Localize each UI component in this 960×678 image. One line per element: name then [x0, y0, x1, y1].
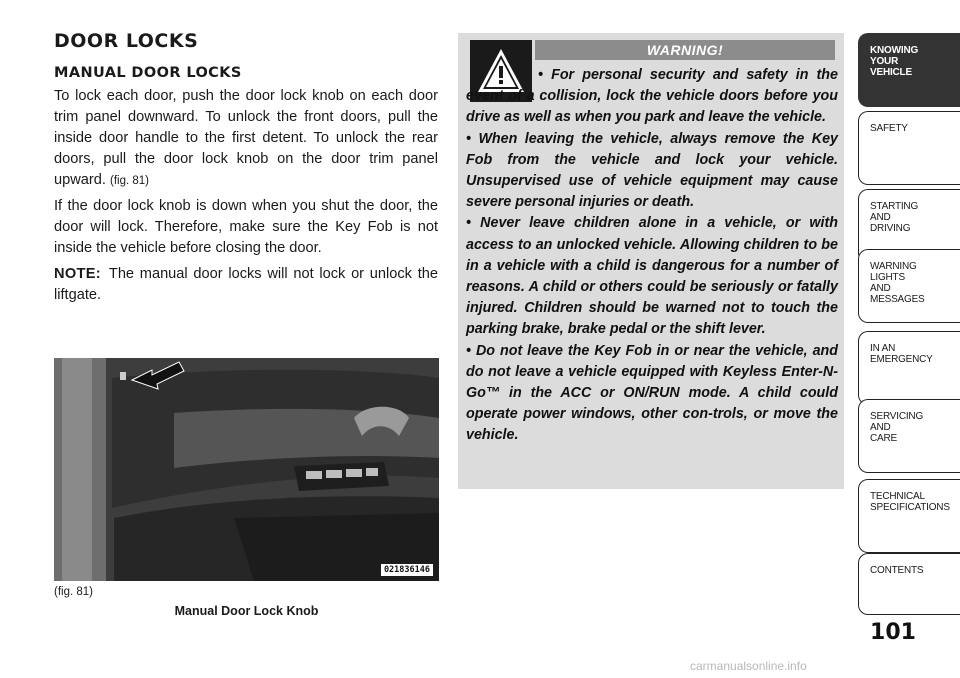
tab-in-an-emergency[interactable]: IN AN EMERGENCY — [858, 331, 960, 405]
tab-contents[interactable]: CONTENTS — [858, 553, 960, 615]
door-panel-illustration — [54, 358, 439, 581]
tab-warning-lights-and-messages[interactable]: WARNING LIGHTS AND MESSAGES — [858, 249, 960, 323]
note-paragraph — [54, 264, 438, 306]
door-panel-figure — [54, 358, 439, 581]
tab-knowing-your-vehicle[interactable]: KNOWING YOUR VEHICLE — [858, 33, 960, 107]
footer-watermark[interactable]: carmanualsonline.info — [690, 659, 807, 673]
figure-caption: Manual Door Lock Knob — [174, 604, 319, 618]
subsection-title: MANUAL DOOR LOCKS — [54, 65, 242, 81]
warning-box — [458, 33, 844, 489]
paragraph-auto-lock: If the door lock knob is down when you shut the door, the door will lock. Therefore, make sure the Key Fob is not inside the vehicle before closing the door. — [54, 198, 438, 256]
tab-safety[interactable]: SAFETY — [858, 111, 960, 185]
warning-item: • When leaving the vehicle, always remove the Key Fob from the vehicle and lock your vehicle. Unsupervised use of vehicle equipment may cause severe personal injuries or death. — [466, 130, 838, 211]
warning-item: • Never leave children alone in a vehicle, or with access to an unlocked vehicle. Allowing children to be in a vehicle with a child is dangerous for a number of reasons. A child or others could be seriously or fatally injured. Children should be warned not to touch the parking brake, brake pedal or the shift lever. — [466, 215, 838, 338]
warning-heading: WARNING! — [535, 40, 835, 60]
paragraph-lock-instructions-text: To lock each door, push the door lock knob on each door trim panel downward. To unlock the front doors, pull the inside door handle to the first detent. To unlock the rear doors, pull the door lock knob on the door trim panel upward. — [54, 88, 438, 188]
figure-code: 021836146 — [381, 564, 433, 576]
page-number: 101 — [870, 620, 916, 645]
section-title: DOOR LOCKS — [54, 30, 199, 52]
warning-item: • Do not leave the Key Fob in or near the vehicle, and do not leave a vehicle equipped with Keyless Enter-N-Go™ in the ACC or ON/RUN mode. A child could operate power windows, other con-trols, or move the vehicle. — [466, 342, 838, 444]
tab-technical-specifications[interactable]: TECHNICAL SPECIFICATIONS — [858, 479, 960, 553]
note-label: NOTE: — [54, 266, 101, 282]
note-text: The manual door locks will not lock or unlock the liftgate. — [54, 266, 438, 303]
tab-servicing-and-care[interactable]: SERVICING AND CARE — [858, 399, 960, 473]
tab-starting-and-driving[interactable]: STARTING AND DRIVING — [858, 189, 960, 263]
figure-reference[interactable]: (fig. 81) — [109, 175, 149, 187]
warning-item: • For personal security and safety in the event of a collision, lock the vehicle doors before you drive as well as when you park and leave the vehicle. — [466, 67, 838, 126]
warning-text — [466, 65, 838, 447]
paragraph-lock-instructions — [54, 86, 438, 192]
figure-number: (fig. 81) — [54, 586, 93, 598]
